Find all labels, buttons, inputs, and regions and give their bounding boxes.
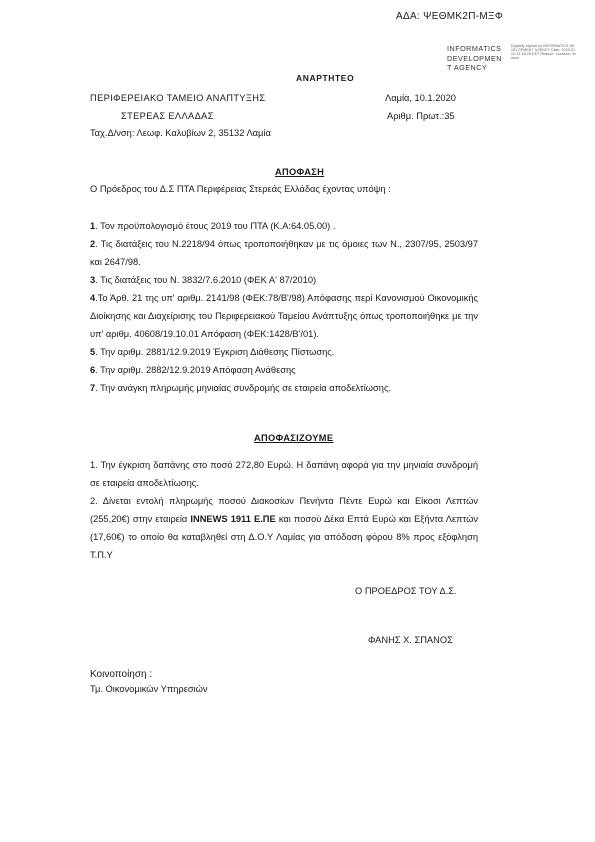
signatory-name: ΦΑΝΗΣ Χ. ΣΠΑΝΟΣ <box>368 635 453 645</box>
decide-title: ΑΠΟΦΑΣΙΖΟΥΜΕ <box>254 433 334 443</box>
considerations-list <box>90 217 478 397</box>
decision-text: και ποσού Δέκα Επτά Ευρώ και Εξήντα Λεπτών (17,60€) το οποίο θα καταβληθεί στη Δ.Ο.Υ Λαμίας για απόδοση φόρου 8% προς εξόφληση Τ.Π.Υ <box>90 514 478 560</box>
ada-code: ΑΔΑ: ΨΕΘΜΚ2Π-ΜΞΦ <box>396 11 504 22</box>
notification-label: Κοινοποίηση : <box>90 669 153 680</box>
item-number: 6 <box>90 365 96 375</box>
stamp-line: DEVELOPMEN <box>447 53 502 63</box>
list-item <box>90 343 478 361</box>
item-text: . Την αριθμ. 2882/12.9.2019 Απόφαση Ανάθεσης <box>95 365 296 375</box>
list-item <box>90 235 478 271</box>
intro-text: Ο Πρόεδρος του Δ.Σ ΠΤΑ Περιφέρειας Στερεάς Ελλάδας έχοντας υπόψη : <box>90 184 391 194</box>
digital-signature-stamp <box>447 44 502 73</box>
item-number: 1 <box>90 221 96 231</box>
item-text: . Τις διατάξεις του Ν.2218/94 όπως τροποποιήθηκαν με τις όμοιες των Ν., 2307/95, 2503/97 και 2647/98. <box>90 239 478 267</box>
item-text: . Τις διατάξεις του Ν. 3832/7.6.2010 (ΦΕΚ Α' 87/2010) <box>95 275 317 285</box>
stamp-line: INFORMATICS <box>447 44 502 53</box>
issuer-address: Ταχ.Δ/νση: Λεωφ. Καλυβίων 2, 35132 Λαμία <box>90 128 271 138</box>
item-number: 4 <box>90 293 96 303</box>
list-item <box>90 361 478 379</box>
posting-note: ΑΝΑΡΤΗΤΕΟ <box>296 73 355 83</box>
protocol-number: Αριθμ. Πρωτ.:35 <box>387 111 455 121</box>
item-number: 5 <box>90 347 96 357</box>
item-number: 3 <box>90 275 96 285</box>
decision-title: ΑΠΟΦΑΣΗ <box>275 167 325 177</box>
list-item <box>90 217 478 235</box>
signature-details: Digitally signed by INFORMATICS DEVELOPMENT AGENCY Date: 2020.01.10 13:33:25 EET Reason: Location: Athens <box>511 44 577 61</box>
item-text: . Την αριθμ. 2881/12.9.2019 Έγκριση Διάθεσης Πίστωσης. <box>95 347 335 357</box>
company-name: INNEWS 1911 Ε.ΠΕ <box>190 514 276 524</box>
issuer-region: ΣΤΕΡΕΑΣ ΕΛΛΑΔΑΣ <box>121 111 214 121</box>
notification-recipient: Τμ. Οικονομικών Υπηρεσιών <box>90 684 208 694</box>
item-number: 7 <box>90 383 96 393</box>
decisions-list <box>90 456 478 564</box>
item-number: 2 <box>90 239 96 249</box>
signatory-role: Ο ΠΡΟΕΔΡΟΣ ΤΟΥ Δ.Σ. <box>355 586 457 596</box>
item-text: . Την ανάγκη πληρωμής μηνιαίας συνδρομής σε εταιρεία αποδελτίωσης. <box>95 383 392 393</box>
decision-item <box>90 492 478 564</box>
list-item <box>90 379 478 397</box>
list-item <box>90 289 478 343</box>
decision-item <box>90 456 478 492</box>
decision-text: 2. Δίνεται εντολή πληρωμής ποσού Διακοσίων Πενήντα Πέντε Ευρώ και Είκοσι Λεπτών (255,20€) στην εταιρεία <box>90 496 478 524</box>
document-date: Λαμία, 10.1.2020 <box>385 93 456 103</box>
issuer-name: ΠΕΡΙΦΕΡΕΙΑΚΟ ΤΑΜΕΙΟ ΑΝΑΠΤΥΞΗΣ <box>90 93 266 103</box>
list-item <box>90 271 478 289</box>
item-text: . Τον προϋπολογισμό έτους 2019 του ΠΤΑ (Κ.Α:64.05.00) . <box>95 221 336 231</box>
item-text: .Το Άρθ. 21 της υπ' αριθμ. 2141/98 (ΦΕΚ:78/Β'/98) Απόφασης περί Κανονισμού Οικονομικής Διοίκησης και Διαχείρισης του Περιφερειακού Ταμείου Ανάπτυξης όπως τροποποιήθηκε με την υπ' αριθμ. 40608/19.10.01 Απόφαση (ΦΕΚ:1428/Β'/01). <box>90 293 478 339</box>
stamp-line: T AGENCY <box>447 63 488 73</box>
decision-text: 1. Την έγκριση δαπάνης στο ποσό 272,80 Ευρώ. Η δαπάνη αφορά για την μηνιαία συνδρομή σε εταιρεία αποδελτίωσης. <box>90 460 478 488</box>
